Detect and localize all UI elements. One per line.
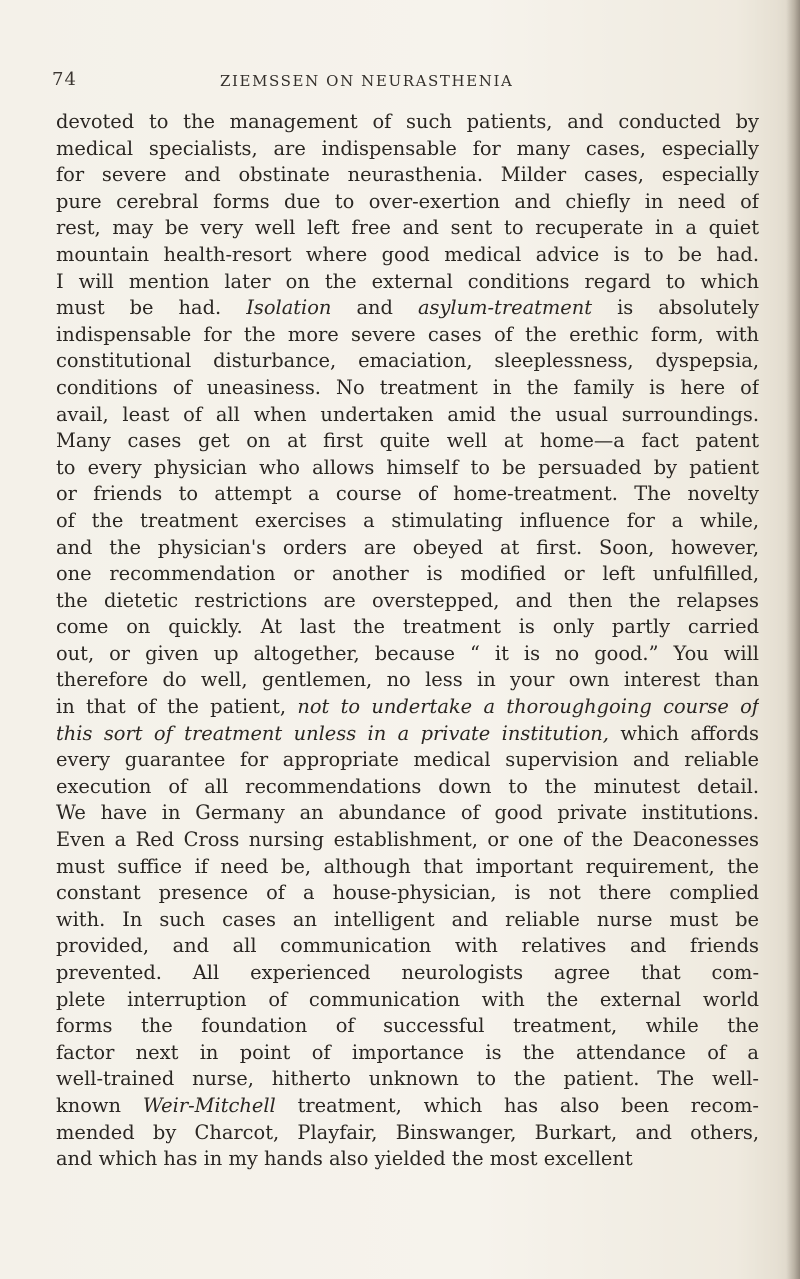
text-segment: mended by Charcot, Playfair, Binswanger, Burkart, and others,	[56, 1120, 759, 1144]
text-line	[56, 694, 759, 721]
text-segment: pure cerebral forms due to over-exertion and chiefly in need of	[56, 189, 759, 213]
text-line	[56, 136, 759, 163]
text-line	[56, 508, 759, 535]
text-segment: out, or given up altogether, because “ it is no good.” You will	[56, 641, 759, 665]
text-segment: the dietetic restrictions are overstepped, and then the relapses	[56, 588, 759, 612]
text-line	[56, 641, 759, 668]
text-line	[56, 1146, 759, 1173]
text-line	[56, 1066, 759, 1093]
italic-text: this sort of treatment unless in a private institution,	[56, 721, 609, 745]
text-line	[56, 827, 759, 854]
text-segment: Many cases get on at first quite well at home—a fact patent	[56, 429, 759, 453]
text-segment: of the treatment exercises a stimulating influence for a while,	[56, 508, 759, 532]
text-line	[56, 535, 759, 562]
text-segment: with. In such cases an intelligent and reliable nurse must be	[56, 907, 759, 931]
text-line	[56, 614, 759, 641]
text-segment: and	[331, 296, 418, 320]
text-segment: is absolutely	[592, 296, 759, 320]
text-line	[56, 987, 759, 1014]
text-segment: medical specialists, are indispensable for many cases, especially	[56, 136, 759, 160]
italic-text: not to undertake a thoroughgoing course of	[297, 695, 759, 719]
italic-text: asylum-treatment	[417, 296, 593, 320]
text-segment: therefore do well, gentlemen, no less in your own interest than	[56, 668, 759, 692]
text-line	[56, 295, 759, 322]
text-segment: execution of all recommendations down to the minutest detail.	[56, 774, 759, 798]
page-number: 74	[52, 69, 77, 90]
text-line	[56, 774, 759, 801]
text-segment: provided, and all communication with relatives and friends	[56, 934, 759, 958]
text-segment: and which has in my hands also yielded the most excellent	[56, 1147, 633, 1171]
text-segment: factor next in point of importance is the attendance of a	[56, 1040, 759, 1064]
text-segment: or friends to attempt a course of home-treatment. The novelty	[56, 482, 759, 506]
text-segment: prevented. All experienced neurologists agree that com-	[56, 961, 759, 984]
page-edge-shadow	[786, 0, 800, 1279]
text-line	[56, 402, 759, 429]
text-line	[56, 109, 759, 136]
text-line	[56, 455, 759, 482]
text-line	[56, 1093, 759, 1120]
text-line	[56, 588, 759, 615]
text-line	[56, 242, 759, 269]
text-line	[56, 215, 759, 242]
text-segment: Even a Red Cross nursing establishment, or one of the Deaconesses	[56, 828, 759, 852]
text-line	[56, 960, 759, 987]
text-segment: well-trained nurse, hitherto unknown to the patient. The well-	[56, 1067, 759, 1091]
text-segment: to every physician who allows himself to be persuaded by patient	[56, 455, 759, 479]
text-line	[56, 800, 759, 827]
text-segment: constant presence of a house-physician, is not there complied	[56, 881, 759, 905]
text-segment: and the physician's orders are obeyed at first. Soon, however,	[56, 535, 759, 559]
text-line	[56, 880, 759, 907]
text-segment: indispensable for the more severe cases of the erethic form, with	[56, 322, 759, 346]
text-segment: come on quickly. At last the treatment is only partly carried	[56, 615, 759, 639]
italic-text: Isolation	[246, 296, 332, 320]
running-head: ZIEMSSEN ON NEURASTHENIA	[220, 72, 514, 90]
text-line	[56, 721, 759, 748]
text-segment: plete interruption of communication with the external world	[56, 987, 759, 1011]
text-segment: one recommendation or another is modified or left unfulfilled,	[56, 562, 759, 586]
text-segment: which affords	[608, 721, 759, 745]
text-segment: rest, may be very well left free and sent to recuperate in a quiet	[56, 216, 759, 240]
text-segment: mountain health-resort where good medical advice is to be had.	[56, 242, 759, 266]
text-segment: must suffice if need be, although that important requirement, the	[56, 854, 759, 878]
text-line	[56, 1120, 759, 1147]
text-line	[56, 747, 759, 774]
text-segment: every guarantee for appropriate medical supervision and reliable	[56, 748, 759, 772]
text-segment: for severe and obstinate neurasthenia. Milder cases, especially	[56, 163, 759, 187]
text-segment: must be had.	[56, 296, 247, 320]
text-line	[56, 667, 759, 694]
text-line	[56, 375, 759, 402]
text-line	[56, 162, 759, 189]
text-segment: in that of the patient,	[56, 695, 298, 719]
text-line	[56, 933, 759, 960]
text-line	[56, 348, 759, 375]
text-segment: We have in Germany an abundance of good private institutions.	[56, 801, 759, 825]
text-segment: forms the foundation of successful treatment, while the	[56, 1014, 759, 1038]
text-line	[56, 561, 759, 588]
text-segment: known	[56, 1093, 143, 1117]
italic-text: Weir-Mitchell	[142, 1093, 276, 1117]
text-line	[56, 322, 759, 349]
text-segment: treatment, which has also been recom-	[275, 1093, 759, 1117]
text-line	[56, 189, 759, 216]
text-line	[56, 269, 759, 296]
text-segment: avail, least of all when undertaken amid the usual surroundings.	[56, 402, 759, 426]
body-text	[56, 109, 759, 1173]
text-segment: conditions of uneasiness. No treatment in the family is here of	[56, 375, 759, 399]
text-segment: I will mention later on the external conditions regard to which	[56, 269, 759, 293]
text-segment: devoted to the management of such patients, and conducted by	[56, 110, 759, 133]
text-line	[56, 854, 759, 881]
text-line	[56, 1040, 759, 1067]
text-line	[56, 1013, 759, 1040]
text-line	[56, 428, 759, 455]
text-segment: constitutional disturbance, emaciation, sleeplessness, dyspepsia,	[56, 349, 759, 373]
text-line	[56, 481, 759, 508]
text-line	[56, 907, 759, 934]
